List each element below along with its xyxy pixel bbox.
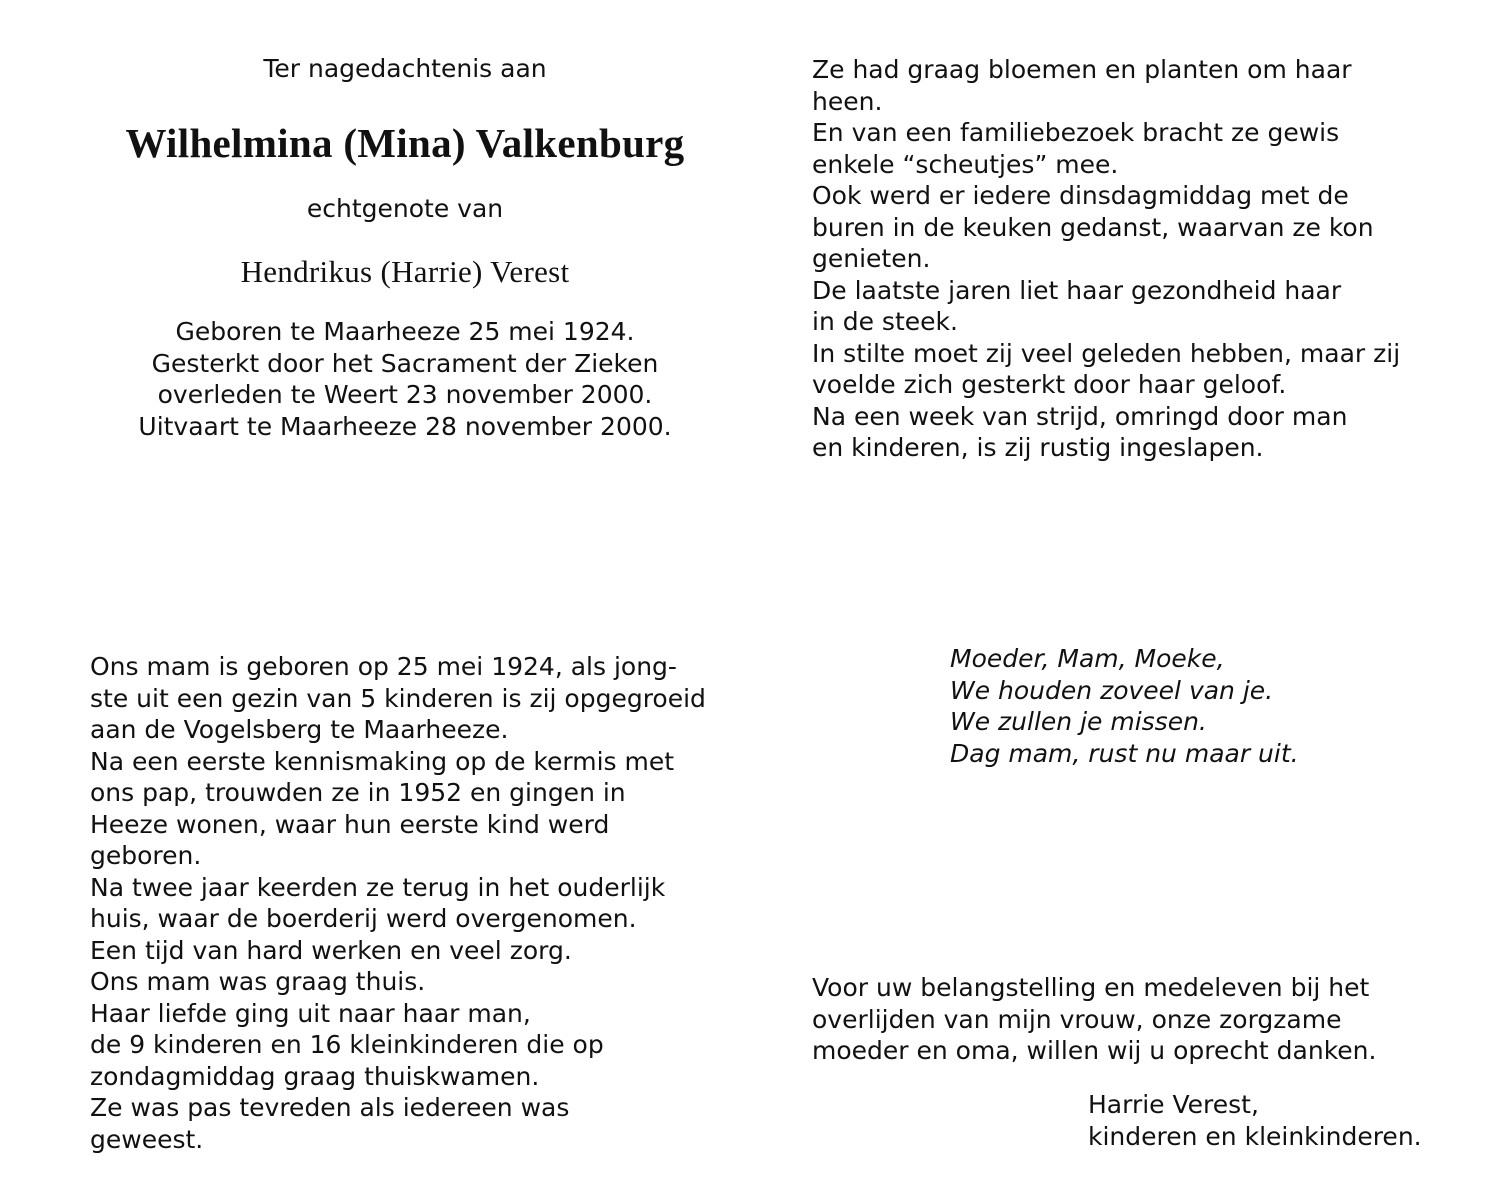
biography-line: Heeze wonen, waar hun eerste kind werd (90, 809, 610, 839)
biography-line: geboren. (90, 841, 202, 870)
biography-line: Na een week van strijd, omringd door man (812, 401, 1348, 431)
memorial-header (60, 52, 750, 442)
life-details (60, 316, 750, 442)
signature (1088, 1089, 1488, 1152)
thanks-line: moeder en oma, willen wij u oprecht danken. (812, 1036, 1377, 1065)
thanks-line: overlijden van mijn vrouw, onze zorgzame (812, 1004, 1342, 1034)
intro-text: Ter nagedachtenis aan (263, 54, 547, 83)
biography-line: genieten. (812, 244, 931, 273)
thanks-text (812, 972, 1472, 1067)
signature-family: kinderen en kleinkinderen. (1088, 1121, 1422, 1151)
thanks-line: Voor uw belangstelling en medeleven bij het (812, 973, 1370, 1002)
poem-line: Moeder, Mam, Moeke, (950, 644, 1225, 673)
biography-line: Haar liefde ging uit naar haar man, (90, 998, 531, 1028)
poem-line: We houden zoveel van je. (950, 675, 1274, 705)
biography-line: voelde zich gesterkt door haar geloof. (812, 370, 1287, 399)
biography-line: enkele “scheutjes” mee. (812, 149, 1119, 179)
biography-line: aan de Vogelsberg te Maarheeze. (90, 715, 509, 744)
poem-line: Dag mam, rust nu maar uit. (950, 738, 1299, 768)
biography-line: En van een familiebezoek bracht ze gewis (812, 118, 1340, 147)
biography-left (90, 651, 770, 1155)
poem (950, 643, 1470, 769)
biography-line: en kinderen, is zij rustig ingeslapen. (812, 433, 1264, 462)
biography-line: Ons mam is geboren op 25 mei 1924, als jong- (90, 652, 677, 681)
spouse-name: Hendrikus (Harrie) Verest (240, 254, 570, 289)
biography-right (812, 54, 1472, 464)
funeral-line: Uitvaart te Maarheeze 28 november 2000. (138, 411, 672, 441)
biography-line: De laatste jaren liet haar gezondheid haar (812, 275, 1342, 305)
biography-line: Ons mam was graag thuis. (90, 967, 426, 996)
poem-line: We zullen je missen. (950, 707, 1207, 736)
biography-line: Een tijd van hard werken en veel zorg. (90, 935, 572, 965)
biography-line: Na een eerste kennismaking op de kermis met (90, 746, 675, 776)
biography-line: in de steek. (812, 307, 958, 336)
biography-line: Na twee jaar keerden ze terug in het ouderlijk (90, 872, 666, 902)
deceased-name: Wilhelmina (Mina) Valkenburg (125, 120, 685, 166)
biography-line: ons pap, trouwden ze in 1952 en gingen in (90, 778, 626, 807)
biography-line: Ze had graag bloemen en planten om haar (812, 55, 1352, 84)
biography-line: Ze was pas tevreden als iedereen was (90, 1093, 570, 1122)
biography-line: de 9 kinderen en 16 kleinkinderen die op (90, 1030, 604, 1059)
biography-line: ste uit een gezin van 5 kinderen is zij opgegroeid (90, 683, 706, 713)
birth-line: Geboren te Maarheeze 25 mei 1924. (175, 317, 635, 346)
biography-line: buren in de keuken gedanst, waarvan ze kon (812, 212, 1374, 242)
spouse-intro-text: echtgenote van (306, 194, 504, 223)
death-line: overleden te Weert 23 november 2000. (157, 380, 653, 409)
biography-line: In stilte moet zij veel geleden hebben, maar zij (812, 338, 1401, 368)
signature-name: Harrie Verest, (1088, 1090, 1259, 1119)
biography-line: heen. (812, 86, 883, 116)
biography-line: huis, waar de boerderij werd overgenomen. (90, 904, 637, 933)
biography-line: geweest. (90, 1124, 204, 1154)
biography-line: Ook werd er iedere dinsdagmiddag met de (812, 181, 1349, 210)
sacrament-line: Gesterkt door het Sacrament der Zieken (151, 348, 659, 378)
biography-line: zondagmiddag graag thuiskwamen. (90, 1061, 540, 1091)
